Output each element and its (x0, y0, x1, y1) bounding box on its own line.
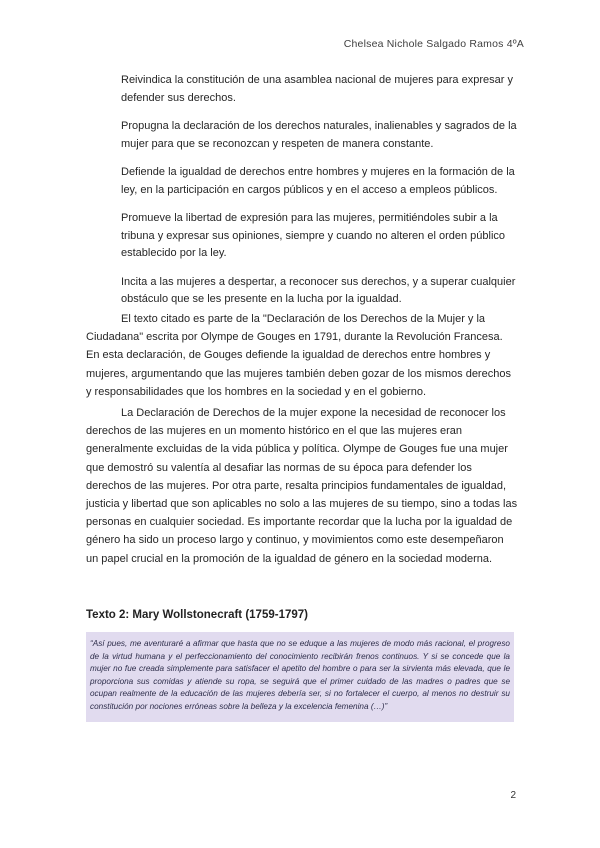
body-paragraph: La Declaración de Derechos de la mujer expone la necesidad de reconocer los derechos de las mujeres en un momento histórico en el que las mujeres eran generalmente excluidas de la vida pública y política. Olympe de Gouges fue una mujer que demostró su valentía al desafiar las normas de su época para defender los derechos de las mujeres. Por otra parte, resalta principios fundamentales de igualdad, justicia y libertad que son aplicables no solo a las mujeres de su tiempo, sino a todas las personas en cualquier sociedad. Es importante recordar que la lucha por la igualdad de género ha sido un proceso largo y continuo, y movimientos como este desempeñaron un papel crucial en la promoción de la igualdad de género en la sociedad moderna. (86, 407, 518, 565)
list-item: Promueve la libertad de expresión para las mujeres, permitiéndoles subir a la tribuna y expresar sus opiniones, siempre y cuando no alteren el orden público establecido por la ley. (121, 212, 506, 259)
list-item: Incita a las mujeres a despertar, a reconocer sus derechos, y a superar cualquier obstáculo que se les presente en la lucha por la igualdad. (121, 275, 516, 305)
list-item: Propugna la declaración de los derechos naturales, inalienables y sagrados de la mujer para que se reconozcan y respeten de manera constante. (121, 120, 517, 150)
page-number: 2 (510, 790, 516, 801)
body-paragraph: El texto citado es parte de la "Declaración de los Derechos de la Mujer y la Ciudadana" escrita por Olympe de Gouges en 1791, durante la Revolución Francesa. En esta declaración, de Gouges defiende la igualdad de derechos entre hombres y mujeres, argumentando que las mujeres también deben gozar de los mismos derechos y responsabilidades que los hombres en la sociedad y en el gobierno. (86, 313, 511, 398)
declaration-points-list (121, 72, 519, 320)
list-item: Reivindica la constitución de una asamblea nacional de mujeres para expresar y defender sus derechos. (121, 74, 513, 104)
quote-box (86, 632, 514, 722)
list-item: Defiende la igualdad de derechos entre hombres y mujeres en la formación de la ley, en la participación en cargos públicos y en el acceso a empleos públicos. (121, 166, 515, 196)
page-header-author: Chelsea Nichole Salgado Ramos 4ºA (343, 38, 524, 50)
section-title: Texto 2: Mary Wollstonecraft (1759-1797) (86, 609, 308, 621)
quote-text: “Así pues, me aventuraré a afirmar que hasta que no se eduque a las mujeres de modo más racional, el progreso de la virtud humana y el perfeccionamiento del conocimiento recibirán frenos continuos. Y si se concede que la mujer no fue creada simplemente para satisfacer el apetito del hombre o para ser la sirvienta más elevada, que le proporciona sus comidas y atiende su ropa, se seguirá que el primer cuidado de las madres o padres que se ocupan realmente de la educación de las mujeres debería ser, si no fortalecer el cuerpo, al menos no destruir su constitución por nociones erróneas sobre la belleza y la excelencia femenina (…)” (90, 639, 510, 711)
